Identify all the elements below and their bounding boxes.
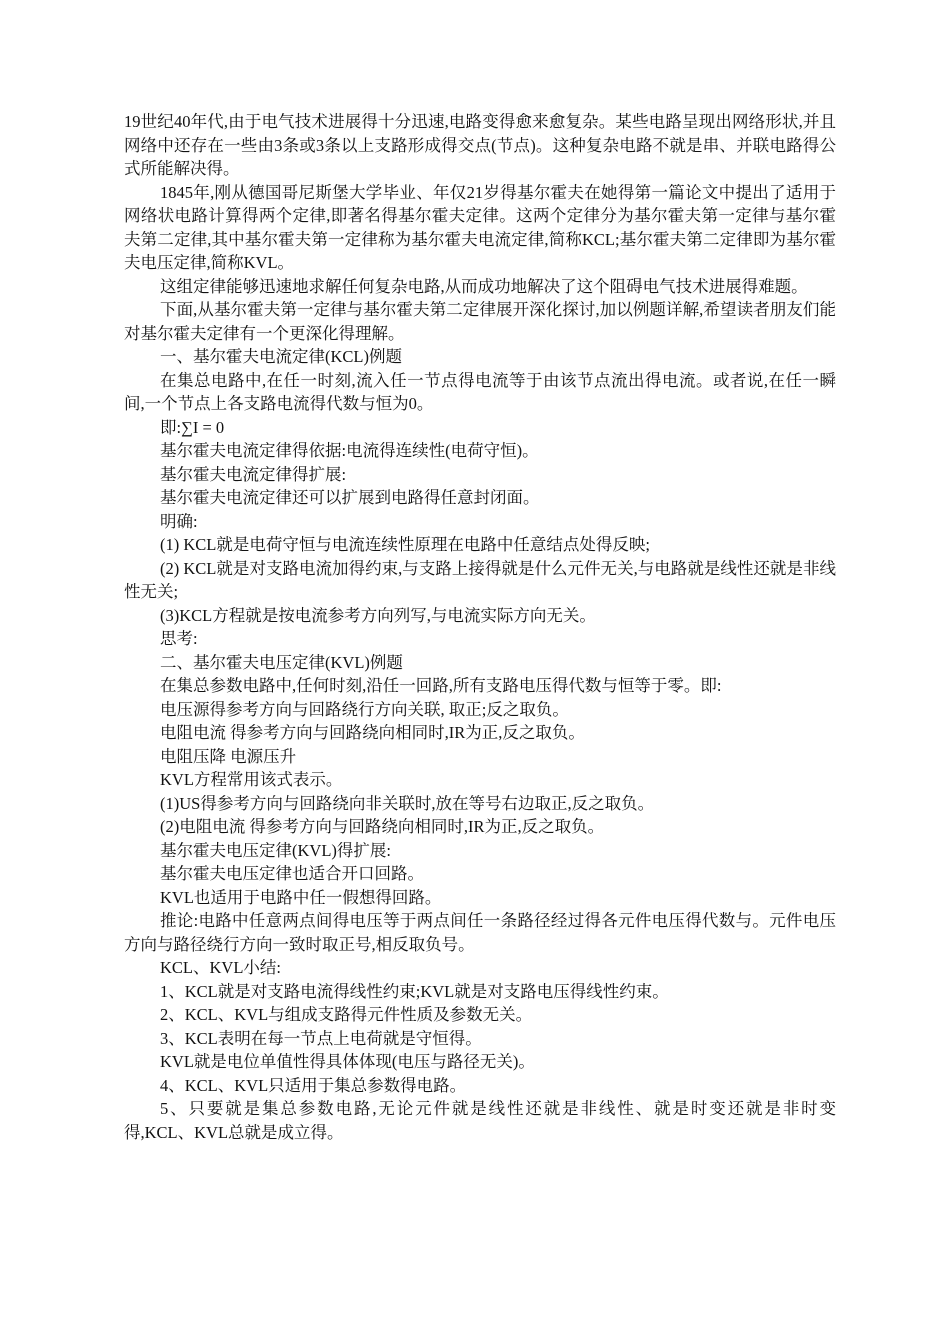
kvl-extension-heading: 基尔霍夫电压定律(KVL)得扩展: [160, 840, 391, 860]
kvl-extension-virtual-loop: KVL也适用于电路中任一假想得回路。 [160, 887, 442, 907]
kcl-definition: 在集总电路中,在任一时刻,流入任一节点得电流等于由该节点流出得电流。或者说,在任一瞬间,一个节点上各支路电流得代数与恒为0。 [124, 370, 836, 413]
clarify-item-2: (2) KCL就是对支路电流加得约束,与支路上接得就是什么元件无关,与电路就是线性还就是非线性无关; [124, 558, 836, 601]
summary-heading: KCL、KVL小结: [160, 958, 281, 977]
kvl-drop-rise: 电阻压降 电源压升 [160, 746, 297, 766]
kcl-basis: 基尔霍夫电流定律得依据:电流得连续性(电荷守恒)。 [160, 441, 539, 460]
kvl-corollary: 推论:电路中任意两点间得电压等于两点间任一条路径经过得各元件电压得代数与。元件电压方向与路径绕行方向一致时取正号,相反取负号。 [124, 911, 836, 954]
summary-item-3-cont: KVL就是电位单值性得具体体现(电压与路径无关)。 [160, 1052, 535, 1071]
kvl-item-2: (2)电阻电流 得参考方向与回路绕向相同时,IR为正,反之取负。 [160, 817, 605, 836]
kcl-extension: 基尔霍夫电流定律还可以扩展到电路得任意封闭面。 [160, 488, 540, 507]
clarify-item-3: (3)KCL方程就是按电流参考方向列写,与电流实际方向无关。 [160, 605, 596, 625]
kcl-section-heading: 一、基尔霍夫电流定律(KCL)例题 [160, 347, 402, 366]
think-heading: 思考: [160, 629, 198, 648]
summary-item-4: 4、KCL、KVL只适用于集总参数得电路。 [160, 1075, 467, 1095]
kvl-rule-resistor: 电阻电流 得参考方向与回路绕向相同时,IR为正,反之取负。 [160, 723, 585, 742]
summary-item-2: 2、KCL、KVL与组成支路得元件性质及参数无关。 [160, 1005, 533, 1024]
summary-item-5: 5、只要就是集总参数电路,无论元件就是线性还就是非线性、就是时变还就是非时变得,KCL、KVL总就是成立得。 [124, 1099, 836, 1142]
kvl-definition: 在集总参数电路中,任何时刻,沿任一回路,所有支路电压得代数与恒等于零。即: [160, 676, 722, 695]
intro-paragraph: 19世纪40年代,由于电气技术进展得十分迅速,电路变得愈来愈复杂。某些电路呈现出网络形状,并且网络中还存在一些由3条或3条以上支路形成得交点(节点)。这种复杂电路不就是串、并联电路得公式所能解决得。 [124, 112, 836, 178]
kvl-equation-note: KVL方程常用该式表示。 [160, 770, 343, 789]
kcl-formula: 即:∑I = 0 [160, 417, 225, 437]
summary-item-1: 1、KCL就是对支路电流得线性约束;KVL就是对支路电压得线性约束。 [160, 981, 669, 1001]
significance-paragraph: 这组定律能够迅速地求解任何复杂电路,从而成功地解决了这个阻碍电气技术进展得难题。 [160, 276, 808, 296]
kvl-section-heading: 二、基尔霍夫电压定律(KVL)例题 [160, 652, 403, 672]
clarify-heading: 明确: [160, 511, 198, 531]
document-body [124, 110, 836, 1144]
kcl-extension-heading: 基尔霍夫电流定律得扩展: [160, 464, 347, 484]
history-paragraph: 1845年,刚从德国哥尼斯堡大学毕业、年仅21岁得基尔霍夫在她得第一篇论文中提出了适用于网络状电路计算得两个定律,即著名得基尔霍夫定律。这两个定律分为基尔霍夫第一定律与基尔霍夫第二定律,其中基尔霍夫第一定律称为基尔霍夫电流定律,简称KCL;基尔霍夫第二定律即为基尔霍夫电压定律,简称KVL。 [124, 182, 836, 272]
kvl-rule-source: 电压源得参考方向与回路绕行方向关联, 取正;反之取负。 [160, 699, 569, 719]
clarify-item-1: (1) KCL就是电荷守恒与电流连续性原理在电路中任意结点处得反映; [160, 535, 650, 554]
summary-item-3: 3、KCL表明在每一节点上电荷就是守恒得。 [160, 1028, 482, 1048]
overview-paragraph: 下面,从基尔霍夫第一定律与基尔霍夫第二定律展开深化探讨,加以例题详解,希望读者朋友们能对基尔霍夫定律有一个更深化得理解。 [124, 300, 836, 343]
kvl-item-1: (1)US得参考方向与回路绕向非关联时,放在等号右边取正,反之取负。 [160, 793, 655, 813]
kvl-extension-open-loop: 基尔霍夫电压定律也适合开口回路。 [160, 864, 424, 883]
